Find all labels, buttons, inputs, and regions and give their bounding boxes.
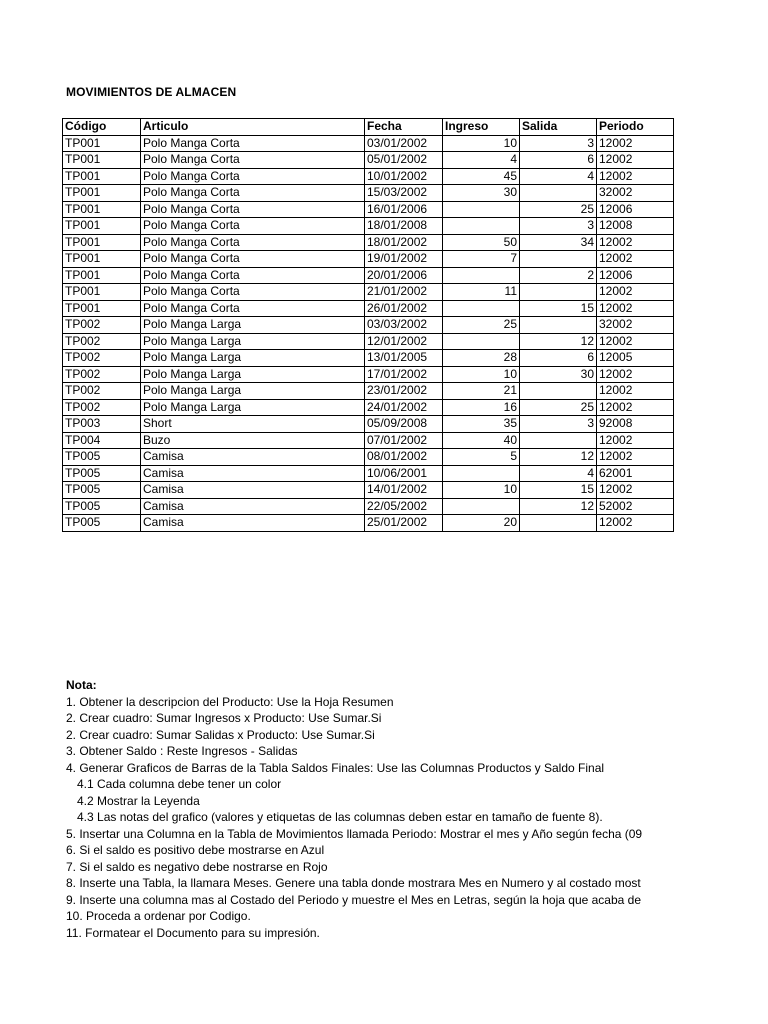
cell-fecha: 08/01/2002	[365, 449, 443, 466]
cell-fecha: 24/01/2002	[365, 399, 443, 416]
note-item: 8. Inserte una Tabla, la llamara Meses. Genere una tabla donde mostrara Mes en Numero y al costado most	[66, 876, 641, 890]
cell-salida: 30	[520, 366, 597, 383]
cell-salida	[520, 284, 597, 301]
cell-codigo: TP005	[63, 515, 141, 532]
table-row	[63, 152, 674, 169]
cell-fecha: 14/01/2002	[365, 482, 443, 499]
cell-salida	[520, 383, 597, 400]
cell-fecha: 23/01/2002	[365, 383, 443, 400]
note-item: 2. Crear cuadro: Sumar Ingresos x Producto: Use Sumar.Si	[66, 711, 382, 725]
cell-ingreso	[443, 333, 520, 350]
cell-periodo: 12002	[597, 482, 674, 499]
cell-fecha: 25/01/2002	[365, 515, 443, 532]
cell-fecha: 26/01/2002	[365, 300, 443, 317]
table-row	[63, 168, 674, 185]
cell-fecha: 10/06/2001	[365, 465, 443, 482]
sheet-title: MOVIMIENTOS DE ALMACEN	[66, 85, 237, 99]
cell-periodo: 12002	[597, 168, 674, 185]
cell-codigo: TP001	[63, 284, 141, 301]
note-subitem: 4.1 Cada columna debe tener un color	[77, 777, 282, 791]
cell-codigo: TP002	[63, 333, 141, 350]
cell-fecha: 20/01/2006	[365, 267, 443, 284]
cell-articulo: Camisa	[141, 449, 365, 466]
table-row	[63, 284, 674, 301]
cell-ingreso: 40	[443, 432, 520, 449]
note-subitem: 4.3 Las notas del grafico (valores y etiquetas de las columnas deben estar en tamaño de fuente 8).	[77, 810, 603, 824]
cell-salida: 6	[520, 152, 597, 169]
cell-fecha: 03/01/2002	[365, 135, 443, 152]
cell-fecha: 12/01/2002	[365, 333, 443, 350]
table-row	[63, 399, 674, 416]
table-row	[63, 482, 674, 499]
cell-periodo: 12002	[597, 284, 674, 301]
cell-codigo: TP005	[63, 465, 141, 482]
header-salida: Salida	[520, 119, 597, 136]
cell-articulo: Polo Manga Larga	[141, 366, 365, 383]
cell-periodo: 12002	[597, 135, 674, 152]
cell-codigo: TP002	[63, 399, 141, 416]
cell-periodo: 62001	[597, 465, 674, 482]
cell-salida: 15	[520, 300, 597, 317]
cell-salida: 3	[520, 135, 597, 152]
table-row	[63, 449, 674, 466]
cell-articulo: Polo Manga Corta	[141, 284, 365, 301]
cell-ingreso: 10	[443, 135, 520, 152]
note-item: 11. Formatear el Documento para su impresión.	[66, 925, 320, 940]
table-row	[63, 251, 674, 268]
cell-articulo: Polo Manga Larga	[141, 350, 365, 367]
cell-ingreso: 28	[443, 350, 520, 367]
note-item: 5. Insertar una Columna en la Tabla de Movimientos llamada Periodo: Mostrar el mes y Año según fecha (09	[66, 826, 643, 841]
cell-articulo: Polo Manga Larga	[141, 399, 365, 416]
cell-ingreso: 25	[443, 317, 520, 334]
cell-periodo: 12002	[597, 432, 674, 449]
cell-ingreso: 45	[443, 168, 520, 185]
cell-ingreso	[443, 498, 520, 515]
cell-periodo: 12002	[597, 251, 674, 268]
cell-fecha: 17/01/2002	[365, 366, 443, 383]
cell-ingreso: 50	[443, 234, 520, 251]
cell-periodo: 12002	[597, 333, 674, 350]
table-row	[63, 135, 674, 152]
cell-codigo: TP002	[63, 366, 141, 383]
cell-salida: 4	[520, 465, 597, 482]
cell-ingreso: 10	[443, 366, 520, 383]
table-row	[63, 317, 674, 334]
cell-ingreso: 11	[443, 284, 520, 301]
cell-codigo: TP001	[63, 300, 141, 317]
cell-periodo: 12006	[597, 267, 674, 284]
cell-fecha: 22/05/2002	[365, 498, 443, 515]
cell-periodo: 92008	[597, 416, 674, 433]
cell-articulo: Polo Manga Corta	[141, 135, 365, 152]
cell-fecha: 21/01/2002	[365, 284, 443, 301]
note-item: 2. Crear cuadro: Sumar Salidas x Producto: Use Sumar.Si	[66, 727, 375, 742]
notes-heading: Nota:	[66, 678, 97, 692]
cell-periodo: 52002	[597, 498, 674, 515]
cell-salida: 12	[520, 333, 597, 350]
cell-ingreso	[443, 465, 520, 482]
cell-fecha: 07/01/2002	[365, 432, 443, 449]
note-item: 6. Si el saldo es positivo debe mostrarse en Azul	[66, 843, 325, 857]
table-row	[63, 201, 674, 218]
cell-periodo: 12006	[597, 201, 674, 218]
cell-periodo: 12002	[597, 152, 674, 169]
cell-periodo: 12008	[597, 218, 674, 235]
cell-codigo: TP005	[63, 449, 141, 466]
cell-fecha: 15/03/2002	[365, 185, 443, 202]
cell-ingreso: 7	[443, 251, 520, 268]
cell-codigo: TP003	[63, 416, 141, 433]
cell-codigo: TP005	[63, 498, 141, 515]
note-item: 10. Proceda a ordenar por Codigo.	[66, 909, 251, 923]
cell-ingreso	[443, 218, 520, 235]
cell-fecha: 03/03/2002	[365, 317, 443, 334]
cell-articulo: Polo Manga Larga	[141, 333, 365, 350]
cell-articulo: Buzo	[141, 432, 365, 449]
table-row	[63, 366, 674, 383]
cell-salida: 34	[520, 234, 597, 251]
header-articulo: Articulo	[141, 119, 365, 136]
cell-articulo: Camisa	[141, 498, 365, 515]
cell-codigo: TP001	[63, 201, 141, 218]
cell-articulo: Polo Manga Corta	[141, 251, 365, 268]
table-row	[63, 383, 674, 400]
header-periodo: Periodo	[597, 119, 674, 136]
cell-salida: 15	[520, 482, 597, 499]
cell-ingreso	[443, 267, 520, 284]
movements-table	[62, 118, 674, 532]
cell-articulo: Camisa	[141, 482, 365, 499]
cell-salida: 3	[520, 218, 597, 235]
cell-salida	[520, 251, 597, 268]
cell-articulo: Short	[141, 416, 365, 433]
cell-codigo: TP002	[63, 317, 141, 334]
table-row	[63, 416, 674, 433]
note-item: 3. Obtener Saldo : Reste Ingresos - Salidas	[66, 744, 298, 758]
table-row	[63, 515, 674, 532]
cell-ingreso: 4	[443, 152, 520, 169]
cell-salida: 3	[520, 416, 597, 433]
cell-codigo: TP001	[63, 152, 141, 169]
table-row	[63, 267, 674, 284]
note-item: 1. Obtener la descripcion del Producto: Use la Hoja Resumen	[66, 694, 394, 709]
cell-articulo: Polo Manga Larga	[141, 383, 365, 400]
cell-articulo: Polo Manga Corta	[141, 168, 365, 185]
cell-fecha: 10/01/2002	[365, 168, 443, 185]
cell-periodo: 12002	[597, 399, 674, 416]
cell-codigo: TP004	[63, 432, 141, 449]
table-row	[63, 234, 674, 251]
cell-articulo: Polo Manga Corta	[141, 218, 365, 235]
table-row	[63, 185, 674, 202]
cell-salida: 12	[520, 498, 597, 515]
cell-salida: 2	[520, 267, 597, 284]
notes-section	[66, 677, 673, 941]
cell-fecha: 16/01/2006	[365, 201, 443, 218]
cell-articulo: Camisa	[141, 465, 365, 482]
note-item: 4. Generar Graficos de Barras de la Tabla Saldos Finales: Use las Columnas Productos y Saldo Final	[66, 760, 605, 775]
cell-salida: 6	[520, 350, 597, 367]
table-row	[63, 350, 674, 367]
cell-periodo: 12002	[597, 234, 674, 251]
cell-salida	[520, 515, 597, 532]
table-row	[63, 300, 674, 317]
cell-periodo: 32002	[597, 185, 674, 202]
table-row	[63, 218, 674, 235]
cell-periodo: 32002	[597, 317, 674, 334]
cell-ingreso: 21	[443, 383, 520, 400]
cell-ingreso: 10	[443, 482, 520, 499]
cell-periodo: 12002	[597, 300, 674, 317]
cell-codigo: TP002	[63, 350, 141, 367]
cell-salida: 12	[520, 449, 597, 466]
table-row	[63, 465, 674, 482]
cell-periodo: 12002	[597, 383, 674, 400]
cell-articulo: Polo Manga Corta	[141, 267, 365, 284]
cell-codigo: TP005	[63, 482, 141, 499]
cell-fecha: 05/09/2008	[365, 416, 443, 433]
header-fecha: Fecha	[365, 119, 443, 136]
cell-periodo: 12002	[597, 515, 674, 532]
note-item: 7. Si el saldo es negativo debe nostrarse en Rojo	[66, 859, 328, 874]
note-item: 9. Inserte una columna mas al Costado del Periodo y muestre el Mes en Letras, según la hoja que acaba de	[66, 892, 642, 907]
cell-salida	[520, 185, 597, 202]
cell-ingreso: 5	[443, 449, 520, 466]
cell-ingreso: 16	[443, 399, 520, 416]
header-codigo: Código	[63, 119, 141, 136]
cell-fecha: 19/01/2002	[365, 251, 443, 268]
cell-fecha: 18/01/2002	[365, 234, 443, 251]
cell-ingreso: 30	[443, 185, 520, 202]
cell-ingreso: 35	[443, 416, 520, 433]
cell-codigo: TP001	[63, 218, 141, 235]
cell-articulo: Polo Manga Corta	[141, 201, 365, 218]
cell-periodo: 12002	[597, 366, 674, 383]
cell-articulo: Polo Manga Larga	[141, 317, 365, 334]
cell-articulo: Camisa	[141, 515, 365, 532]
cell-codigo: TP001	[63, 267, 141, 284]
cell-salida	[520, 432, 597, 449]
header-ingreso: Ingreso	[443, 119, 520, 136]
cell-codigo: TP001	[63, 251, 141, 268]
table-header-row	[63, 119, 674, 136]
note-subitem: 4.2 Mostrar la Leyenda	[77, 793, 200, 808]
table-row	[63, 432, 674, 449]
cell-salida: 4	[520, 168, 597, 185]
cell-codigo: TP001	[63, 185, 141, 202]
cell-periodo: 12002	[597, 449, 674, 466]
table-row	[63, 498, 674, 515]
cell-codigo: TP001	[63, 168, 141, 185]
cell-periodo: 12005	[597, 350, 674, 367]
cell-codigo: TP001	[63, 234, 141, 251]
cell-codigo: TP002	[63, 383, 141, 400]
cell-fecha: 05/01/2002	[365, 152, 443, 169]
cell-articulo: Polo Manga Corta	[141, 234, 365, 251]
cell-articulo: Polo Manga Corta	[141, 300, 365, 317]
table-row	[63, 333, 674, 350]
cell-fecha: 18/01/2008	[365, 218, 443, 235]
cell-articulo: Polo Manga Corta	[141, 185, 365, 202]
cell-salida: 25	[520, 399, 597, 416]
cell-salida	[520, 317, 597, 334]
cell-codigo: TP001	[63, 135, 141, 152]
cell-salida: 25	[520, 201, 597, 218]
cell-articulo: Polo Manga Corta	[141, 152, 365, 169]
cell-ingreso: 20	[443, 515, 520, 532]
cell-ingreso	[443, 201, 520, 218]
cell-ingreso	[443, 300, 520, 317]
cell-fecha: 13/01/2005	[365, 350, 443, 367]
